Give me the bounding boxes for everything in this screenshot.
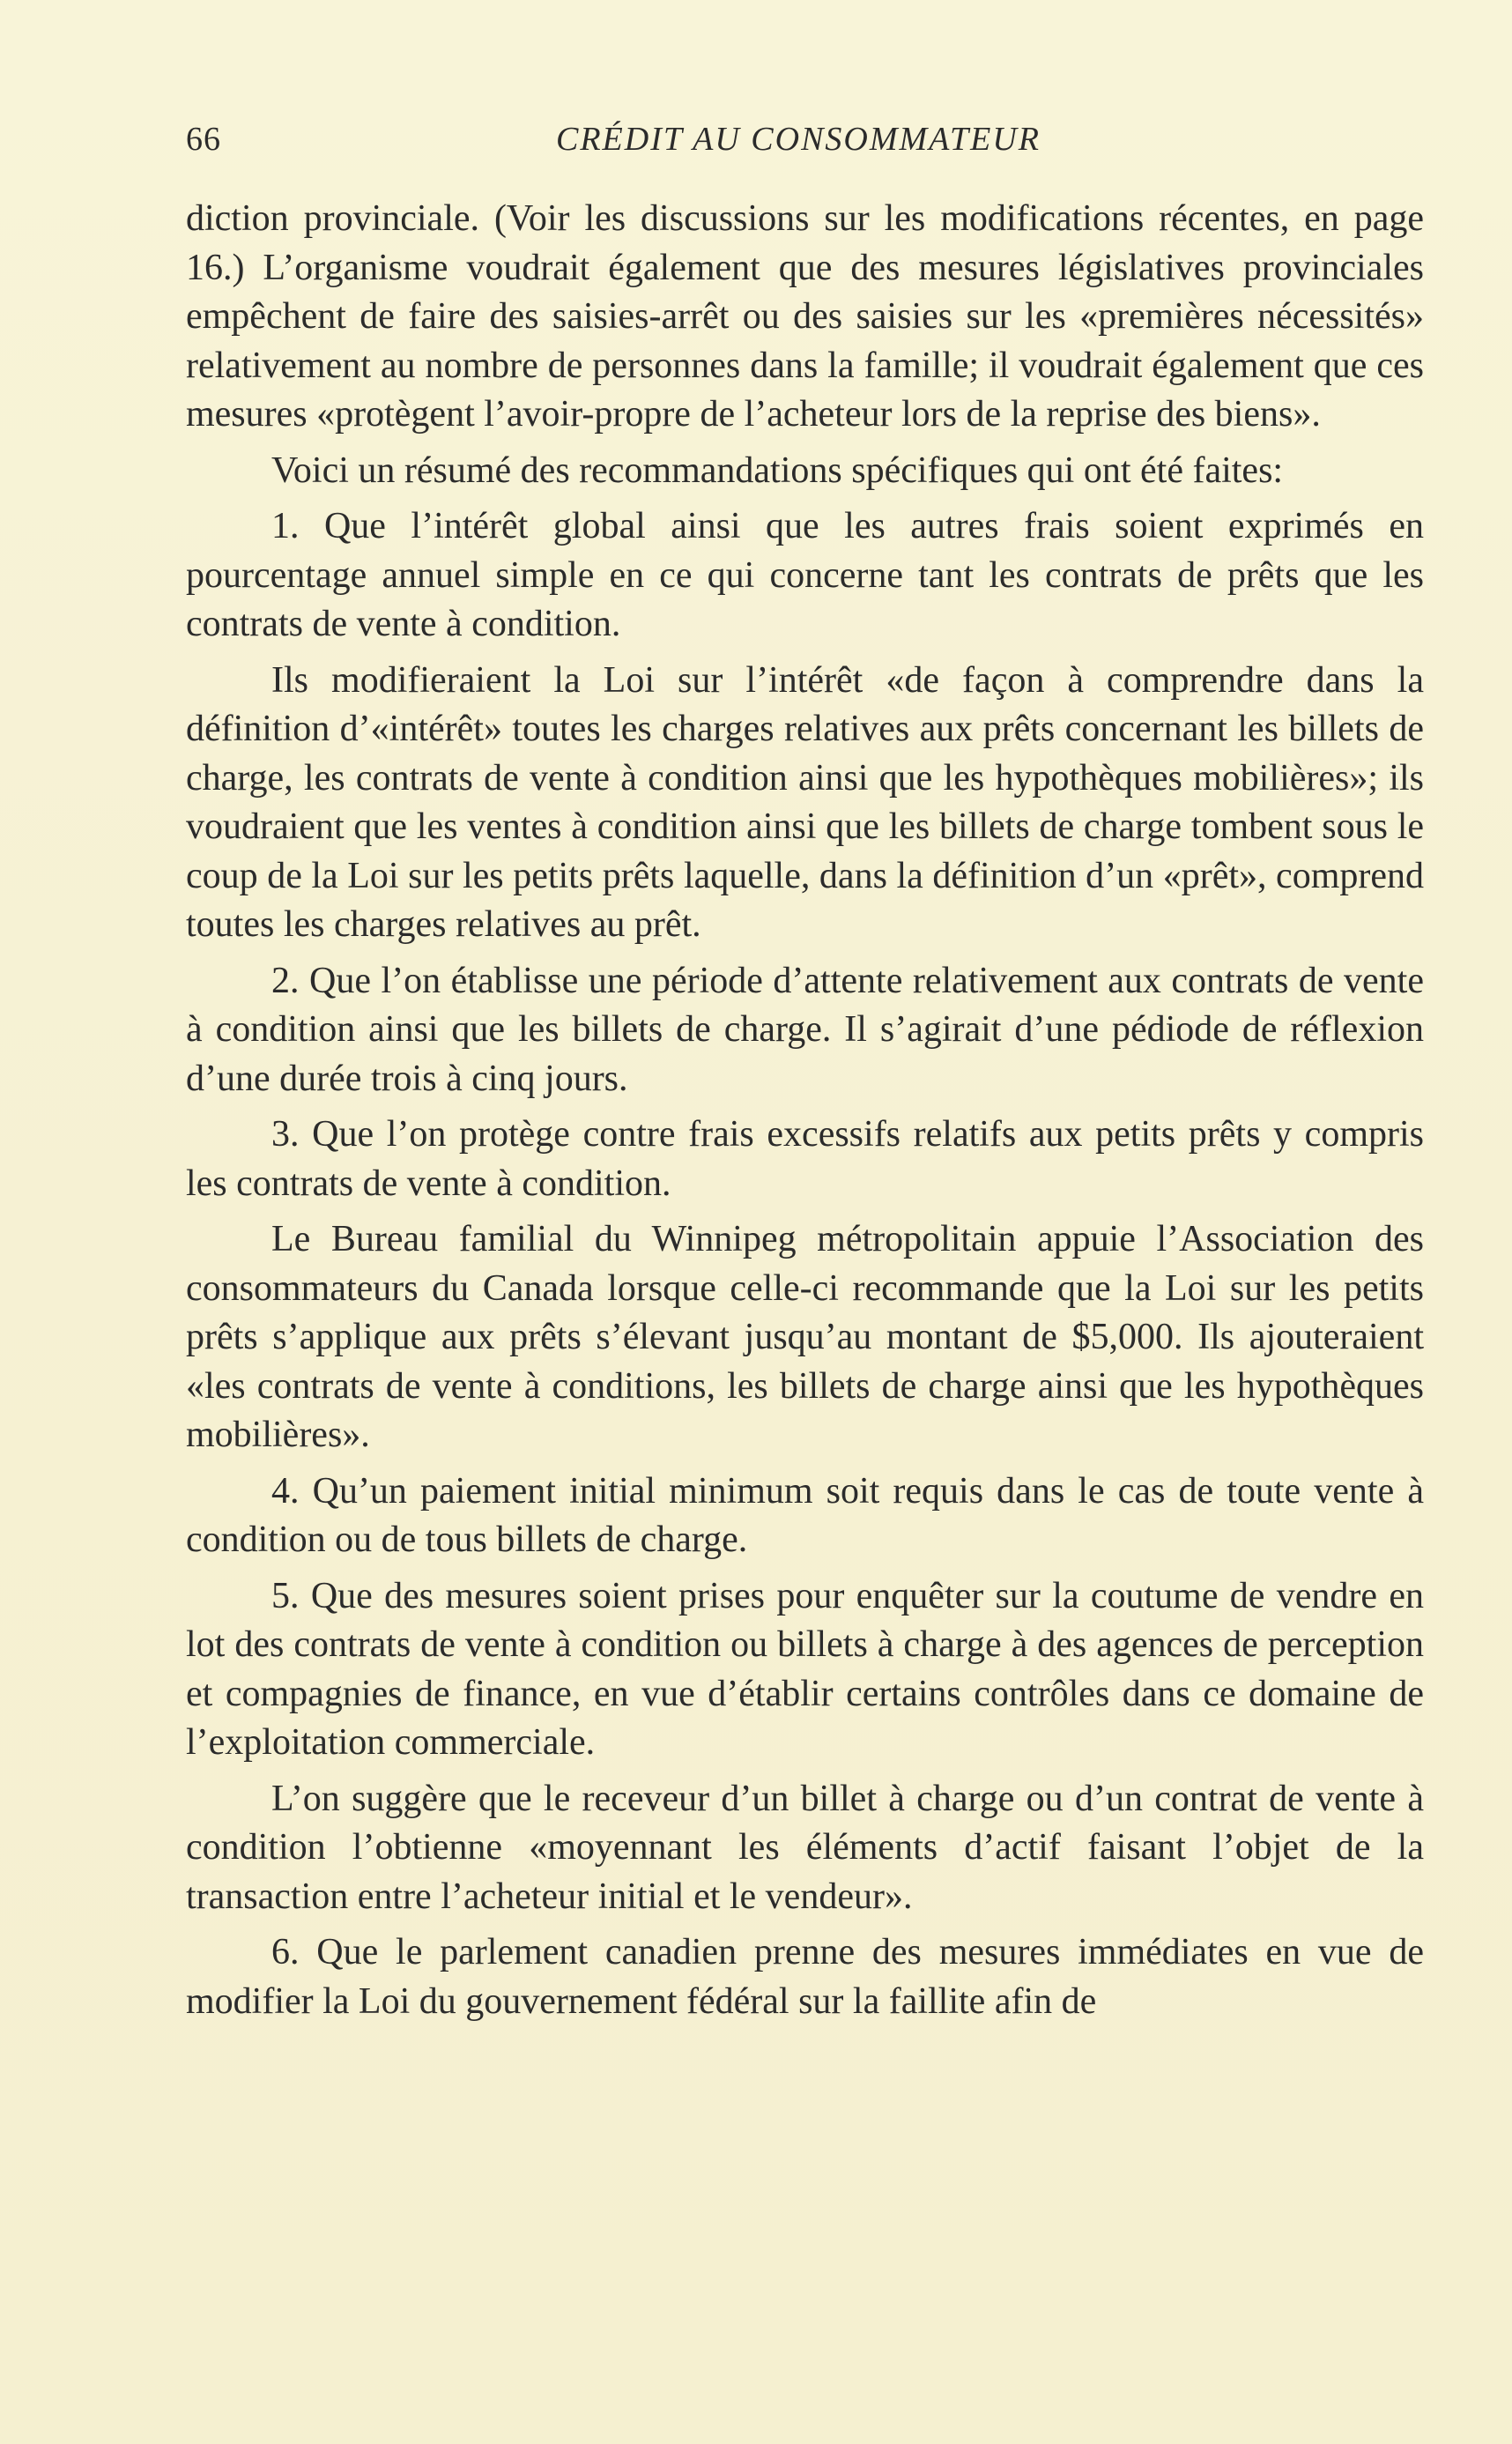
recommendation-4: 4. Qu’un paiement initial minimum soit requis dans le cas de toute vente à condition ou de tous billets de charge. bbox=[186, 1470, 1424, 1560]
chapter-title: CRÉDIT AU CONSOMMATEUR bbox=[556, 121, 1041, 158]
running-head bbox=[186, 113, 1424, 166]
paragraph-summary-intro: Voici un résumé des recommandations spécifiques qui ont été faites: bbox=[271, 449, 1284, 491]
body-text bbox=[186, 195, 1424, 2026]
recommendation-2: 2. Que l’on établisse une période d’attente relativement aux contrats de vente à condition ainsi que les billets de charge. Il s’agirait d’une pédiode de réflexion d’une durée trois à cinq jours. bbox=[186, 960, 1424, 1099]
recommendation-3: 3. Que l’on protège contre frais excessifs relatifs aux petits prêts y compris les contrats de vente à condition. bbox=[186, 1114, 1424, 1204]
recommendation-1: 1. Que l’intérêt global ainsi que les autres frais soient exprimés en pourcentage annuel simple en ce qui concerne tant les contrats de prêts que les contrats de vente à condition. bbox=[186, 506, 1424, 644]
paragraph-continuation: diction provinciale. (Voir les discussions sur les modifications récentes, en page 16.) L’organisme voudrait également que des mesures législatives provinciales empêchent de faire des saisies-arrêt ou des saisies sur les «premières nécessités» relativement au nombre de personnes dans la famille; il voudrait également que ces mesures «protègent l’avoir-propre de l’acheteur lors de la reprise des biens». bbox=[186, 198, 1424, 435]
paragraph-receveur: L’on suggère que le receveur d’un billet à charge ou d’un contrat de vente à condition l’obtienne «moyennant les éléments d’actif faisant l’objet de la transaction entre l’acheteur initial et le vendeur». bbox=[186, 1778, 1424, 1917]
recommendation-5: 5. Que des mesures soient prises pour enquêter sur la coutume de vendre en lot des contrats de vente à condition ou billets à charge à des agences de perception et compagnies de finance, en vue d’établir certains contrôles dans ce domaine de l’exploitation commerciale. bbox=[186, 1575, 1424, 1763]
recommendation-6: 6. Que le parlement canadien prenne des mesures immédiates en vue de modifier la Loi du gouvernement fédéral sur la faillite afin de bbox=[186, 1932, 1424, 2022]
page-number: 66 bbox=[186, 121, 221, 158]
paragraph-loi-interet: Ils modifieraient la Loi sur l’intérêt «de façon à comprendre dans la définition d’«intérêt» toutes les charges relatives aux prêts concernant les billets de charge, les contrats de vente à condition ainsi que les hypothèques mobilières»; ils voudraient que les ventes à condition ainsi que les billets de charge tombent sous le coup de la Loi sur les petits prêts laquelle, dans la définition d’un «prêt», comprend toutes les charges relatives au prêt. bbox=[186, 659, 1424, 945]
paragraph-bureau-familial: Le Bureau familial du Winnipeg métropolitain appuie l’Association des consommateurs du Canada lorsque celle-ci recommande que la Loi sur les petits prêts s’applique aux prêts s’élevant jusqu’au montant de $5,000. Ils ajouteraient «les contrats de vente à conditions, les billets de charge ainsi que les hypothèques mobilières». bbox=[186, 1219, 1424, 1455]
